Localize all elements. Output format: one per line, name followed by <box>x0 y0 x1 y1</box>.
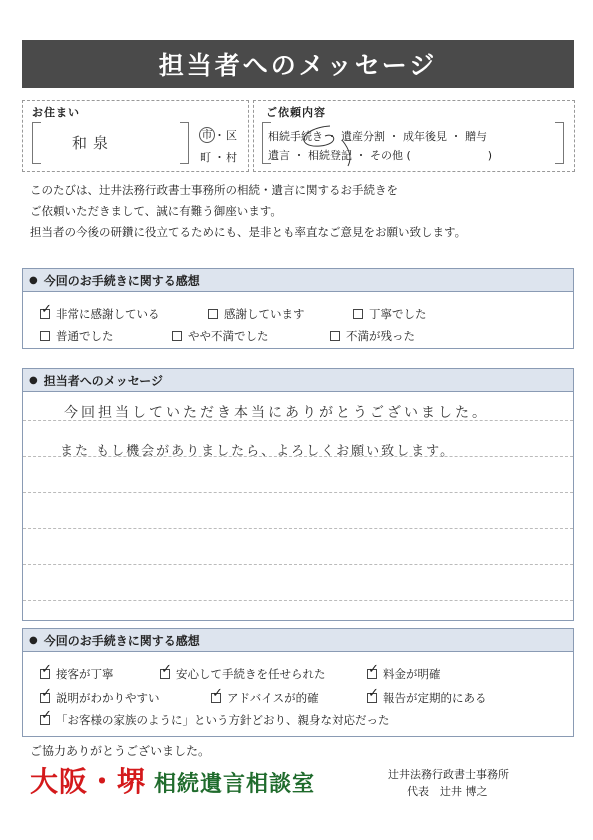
section2-title: 担当者へのメッセージ <box>43 373 164 388</box>
section1-title: 今回のお手続きに関する感想 <box>43 273 200 288</box>
option-normal[interactable] <box>40 328 114 344</box>
option-label: 非常に感謝している <box>56 307 160 321</box>
request-line-2: 遺言 ・ 相続登記 ・ その他 ( ) <box>268 149 493 162</box>
checkbox-icon <box>40 331 50 341</box>
option-polite[interactable] <box>353 306 427 322</box>
message-line-1: 今回担当していただき本当にありがとうございました。 <box>64 405 489 421</box>
request-line-1: 相続手続き ・ 遺産分割 ・ 成年後見 ・ 贈与 <box>268 130 487 143</box>
checkbox-icon <box>172 331 182 341</box>
option-family-like-care[interactable] <box>40 712 390 728</box>
option-label: 不満が残った <box>346 329 415 343</box>
section3-header <box>22 628 574 652</box>
address-unit-city: 市 <box>199 127 215 143</box>
checkbox-checked-icon <box>40 309 50 319</box>
request-bracket-right <box>555 122 564 164</box>
address-unit-dot2: ・ <box>214 151 225 164</box>
checkbox-checked-icon <box>40 693 50 703</box>
option-label: 普通でした <box>56 329 114 343</box>
option-trustworthy[interactable] <box>160 666 326 682</box>
option-accurate-advice[interactable] <box>211 690 319 706</box>
option-label: 接客が丁寧 <box>56 667 114 681</box>
address-unit-ward: 区 <box>226 129 237 142</box>
checkbox-checked-icon <box>40 715 50 725</box>
section2-header <box>22 368 574 392</box>
checkbox-checked-icon <box>367 669 377 679</box>
message-area <box>22 392 574 621</box>
address-label: お住まい <box>32 106 80 119</box>
option-label: アドバイスが的確 <box>227 691 319 705</box>
footer-brand <box>30 760 315 800</box>
bullet-icon: ● <box>29 634 38 646</box>
request-selection-mark <box>290 118 410 168</box>
footer-office: 辻井法務行政書士事務所 <box>388 768 509 781</box>
option-slightly-dissatisfied[interactable] <box>172 328 269 344</box>
option-courteous-service[interactable] <box>40 666 114 682</box>
option-label: 料金が明確 <box>383 667 441 681</box>
option-label: 「お客様の家族のように」という方針どおり、親身な対応だった <box>56 713 390 727</box>
bullet-icon: ● <box>29 374 38 386</box>
page-title: 担当者へのメッセージ <box>22 40 574 88</box>
intro-line-2: ご依頼いただきまして、誠に有難う御座います。 <box>30 204 282 218</box>
section1-header <box>22 268 574 292</box>
checkbox-checked-icon <box>211 693 221 703</box>
footer-representative: 代表 辻井 博之 <box>407 785 488 798</box>
option-clear-fees[interactable] <box>367 666 441 682</box>
checkbox-icon <box>330 331 340 341</box>
checkbox-checked-icon <box>160 669 170 679</box>
option-label: 報告が定期的にある <box>383 691 487 705</box>
intro-line-1: このたびは、辻井法務行政書士事務所の相続・遺言に関するお手続きを <box>30 183 398 197</box>
option-label: 丁寧でした <box>369 307 427 321</box>
brand-name-red: 大阪・堺 <box>30 765 147 798</box>
option-label: 安心して手続きを任せられた <box>176 667 326 681</box>
intro-text <box>30 180 570 243</box>
option-label: 感謝しています <box>224 307 305 321</box>
bullet-icon: ● <box>29 274 38 286</box>
option-label: やや不満でした <box>188 329 269 343</box>
checkbox-icon <box>353 309 363 319</box>
address-bracket-right <box>180 122 189 164</box>
footer-thanks: ご協力ありがとうございました。 <box>30 744 211 758</box>
brand-name-green: 相続遺言相談室 <box>154 772 316 797</box>
intro-line-3: 担当者の今後の研鑽に役立てるためにも、是非とも率直なご意見をお願い致します。 <box>30 225 467 239</box>
address-unit-village: 村 <box>226 151 237 164</box>
option-very-grateful[interactable] <box>40 306 160 322</box>
option-grateful[interactable] <box>208 306 305 322</box>
checkbox-checked-icon <box>367 693 377 703</box>
section3-title: 今回のお手続きに関する感想 <box>43 633 200 648</box>
request-label: ご依頼内容 <box>266 106 326 119</box>
option-dissatisfied[interactable] <box>330 328 415 344</box>
checkbox-checked-icon <box>40 669 50 679</box>
address-unit-dot1: ・ <box>214 129 225 142</box>
address-unit-town: 町 <box>200 151 211 164</box>
option-label: 説明がわかりやすい <box>56 691 160 705</box>
address-bracket-left <box>32 122 41 164</box>
option-regular-reports[interactable] <box>367 690 487 706</box>
address-value: 和泉 <box>72 134 115 152</box>
checkbox-icon <box>208 309 218 319</box>
option-clear-explanation[interactable] <box>40 690 160 706</box>
message-line-2: また もし機会がありましたら、よろしくお願い致します。 <box>60 444 456 459</box>
